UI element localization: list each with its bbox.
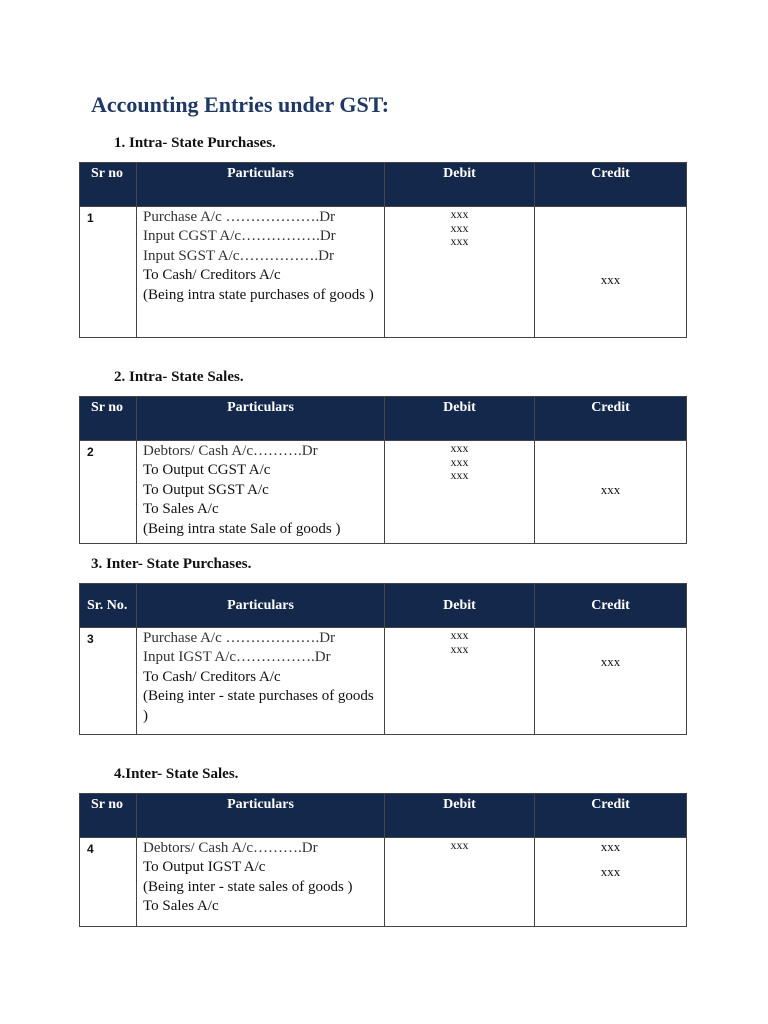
particulars-line: Input SGST A/c…………….Dr bbox=[143, 247, 334, 264]
particulars-line: To Sales A/c bbox=[143, 501, 219, 518]
entry-sr-no: 1 bbox=[80, 207, 137, 338]
debit-value: xxx bbox=[450, 468, 469, 482]
particulars-line: To Sales A/c bbox=[143, 898, 219, 915]
particulars-line: Debtors/ Cash A/c……….Dr bbox=[143, 443, 318, 459]
debit-value: xxx bbox=[450, 441, 469, 455]
particulars-line: Input IGST A/c…………….Dr bbox=[143, 649, 331, 666]
entry-particulars bbox=[137, 628, 385, 735]
header-credit: Credit bbox=[535, 163, 687, 207]
debit-value: xxx bbox=[450, 454, 469, 469]
particulars-line: Input CGST A/c…………….Dr bbox=[143, 228, 336, 245]
header-debit: Debit bbox=[385, 794, 535, 838]
entry-particulars bbox=[137, 441, 385, 544]
entry-particulars bbox=[137, 207, 385, 338]
entry-credit bbox=[535, 207, 687, 338]
particulars-line: (Being inter - state sales of goods ) bbox=[143, 878, 353, 895]
section-heading-intra-state-purchases: 1. Intra- State Purchases. bbox=[114, 135, 276, 151]
header-debit: Debit bbox=[385, 397, 535, 441]
journal-table-intra-state-purchases bbox=[79, 162, 687, 338]
particulars-line: Purchase A/c ……………….Dr bbox=[143, 630, 336, 646]
header-debit: Debit bbox=[385, 584, 535, 628]
credit-value: xxx bbox=[600, 654, 621, 669]
entry-debit bbox=[385, 207, 535, 338]
entry-credit bbox=[535, 628, 687, 735]
debit-value: xxx bbox=[450, 234, 469, 248]
header-debit: Debit bbox=[385, 163, 535, 207]
header-particulars: Particulars bbox=[137, 794, 385, 838]
entry-debit bbox=[385, 838, 535, 927]
header-sr-no: Sr no bbox=[80, 794, 137, 838]
credit-value: xxx bbox=[600, 864, 621, 879]
debit-value: xxx bbox=[450, 641, 469, 656]
journal-table-intra-state-sales bbox=[79, 396, 687, 544]
header-particulars: Particulars bbox=[137, 163, 385, 207]
particulars-line: To Output SGST A/c bbox=[143, 481, 269, 498]
debit-value: xxx bbox=[450, 207, 469, 221]
entry-credit bbox=[535, 441, 687, 544]
entry-sr-no: 2 bbox=[80, 441, 137, 544]
section-heading-intra-state-sales: 2. Intra- State Sales. bbox=[114, 369, 244, 385]
particulars-line: To Cash/ Creditors A/c bbox=[143, 267, 281, 284]
header-credit: Credit bbox=[535, 584, 687, 628]
particulars-line: Debtors/ Cash A/c……….Dr bbox=[143, 840, 318, 856]
debit-value: xxx bbox=[450, 838, 469, 852]
particulars-line: Purchase A/c ……………….Dr bbox=[143, 209, 336, 225]
debit-value: xxx bbox=[450, 628, 469, 642]
particulars-line: To Cash/ Creditors A/c bbox=[143, 668, 281, 685]
header-credit: Credit bbox=[535, 397, 687, 441]
section-heading-inter-state-sales: 4.Inter- State Sales. bbox=[114, 766, 239, 782]
particulars-line: (Being intra state purchases of goods ) bbox=[143, 286, 374, 303]
journal-table-inter-state-sales bbox=[79, 793, 687, 927]
entry-sr-no: 3 bbox=[80, 628, 137, 735]
journal-table-inter-state-purchases bbox=[79, 583, 687, 735]
credit-value: xxx bbox=[600, 839, 621, 854]
page-title: Accounting Entries under GST: bbox=[91, 92, 390, 117]
particulars-line: (Being intra state Sale of goods ) bbox=[143, 520, 341, 537]
header-sr-no: Sr. No. bbox=[80, 584, 137, 628]
section-heading-inter-state-purchases: 3. Inter- State Purchases. bbox=[91, 556, 252, 572]
entry-debit bbox=[385, 628, 535, 735]
header-particulars: Particulars bbox=[137, 397, 385, 441]
entry-sr-no: 4 bbox=[80, 838, 137, 927]
header-sr-no: Sr no bbox=[80, 397, 137, 441]
credit-value: xxx bbox=[600, 272, 621, 287]
particulars-line: (Being inter - state purchases of goods ) bbox=[143, 688, 374, 724]
debit-value: xxx bbox=[450, 220, 469, 235]
header-particulars: Particulars bbox=[137, 584, 385, 628]
credit-value: xxx bbox=[600, 482, 621, 497]
header-credit: Credit bbox=[535, 794, 687, 838]
particulars-line: To Output CGST A/c bbox=[143, 462, 271, 479]
entry-debit bbox=[385, 441, 535, 544]
entry-particulars bbox=[137, 838, 385, 927]
header-sr-no: Sr no bbox=[80, 163, 137, 207]
particulars-line: To Output IGST A/c bbox=[143, 859, 266, 876]
entry-credit bbox=[535, 838, 687, 927]
